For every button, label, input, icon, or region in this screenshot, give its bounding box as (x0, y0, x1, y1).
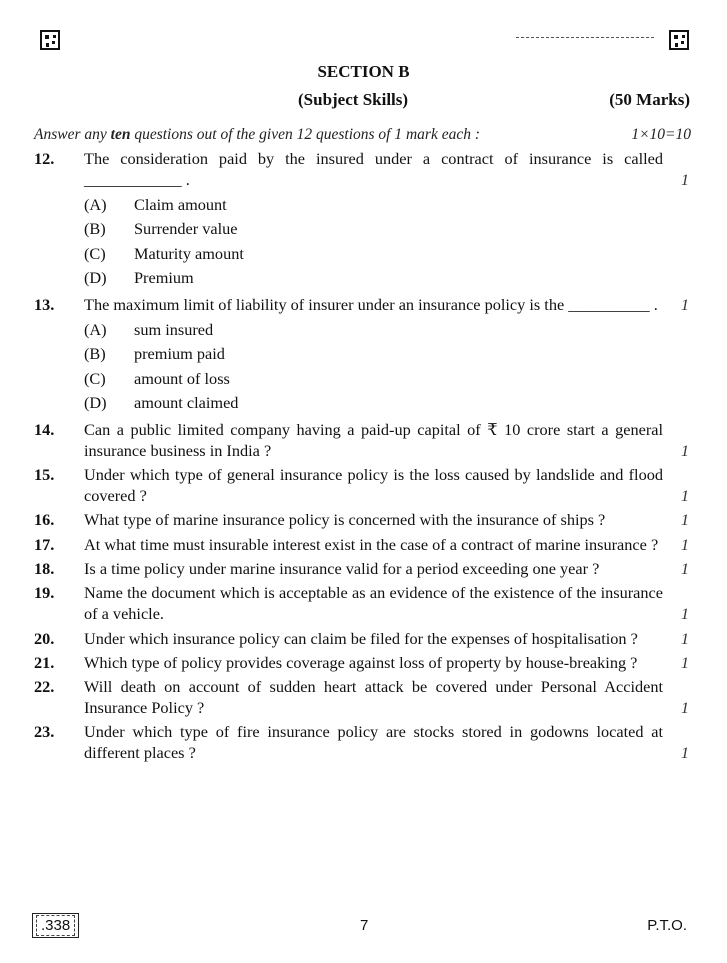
question-mark: 1 (680, 604, 689, 624)
section-subtitle: (Subject Skills) (298, 90, 409, 109)
question-number: 16. (34, 510, 55, 530)
question-item (34, 464, 689, 506)
question-text: Is a time policy under marine insurance valid for a period exceeding one year ? (84, 558, 600, 578)
question-mark: 1 (680, 534, 689, 554)
option-item (84, 242, 663, 266)
question-item (34, 582, 689, 624)
question-mark: 1 (680, 698, 689, 718)
question-text: What type of marine insurance policy is concerned with the insurance of ships ? (84, 510, 606, 530)
question-mark: 1 (680, 558, 689, 578)
option-item (84, 391, 663, 415)
question-text: Can a public limited company having a paid-up capital of ₹ 10 crore start a general insurance business in India ? (84, 419, 663, 460)
option-label: (C) (84, 243, 106, 263)
question-number: 21. (34, 652, 55, 672)
option-text: amount claimed (134, 393, 239, 413)
question-item (34, 628, 689, 649)
question-number: 18. (34, 558, 55, 578)
option-text: premium paid (134, 344, 225, 364)
option-label: (A) (84, 319, 107, 339)
option-text: Surrender value (134, 219, 238, 239)
question-number: 22. (34, 677, 55, 697)
question-mark: 1 (680, 743, 689, 763)
question-number: 20. (34, 628, 55, 648)
question-item (34, 676, 689, 718)
option-item (84, 318, 663, 342)
question-item (34, 419, 689, 461)
paper-code-box (32, 913, 79, 938)
question-text: The maximum limit of liability of insurer under an insurance policy is the __________ . (84, 294, 658, 314)
option-label: (D) (84, 393, 107, 413)
question-number: 19. (34, 583, 55, 603)
option-item (84, 193, 663, 217)
question-mark: 1 (680, 170, 689, 189)
question-mark: 1 (680, 628, 689, 648)
question-item (34, 294, 689, 416)
question-text: At what time must insurable interest exist in the case of a contract of marine insurance ? (84, 534, 659, 554)
question-text: Under which type of fire insurance policy are stocks stored in godowns located at different places ? (84, 722, 663, 763)
option-label: (B) (84, 344, 106, 364)
qr-code-right-icon (669, 30, 689, 50)
question-text: Under which insurance policy can claim be filed for the expenses of hospitalisation ? (84, 628, 638, 648)
question-item (34, 721, 689, 763)
option-label: (A) (84, 195, 107, 214)
question-number: 14. (34, 419, 55, 439)
section-marks: (50 Marks) (609, 90, 690, 109)
options-list (84, 193, 663, 291)
option-text: amount of loss (134, 368, 230, 388)
instructions-score: 1×10=10 (631, 126, 691, 143)
option-label: (D) (84, 268, 107, 288)
pto-label: P.T.O. (647, 917, 687, 934)
question-number: 23. (34, 722, 55, 742)
question-mark: 1 (680, 652, 689, 672)
option-item (84, 367, 663, 391)
question-text: Which type of policy provides coverage against loss of property by house-breaking ? (84, 652, 638, 672)
question-number: 15. (34, 465, 55, 485)
question-number: 17. (34, 534, 55, 554)
option-text: Premium (134, 268, 194, 288)
question-text: Name the document which is acceptable as an evidence of the existence of the insurance of a vehicle. (84, 583, 663, 624)
option-label: (C) (84, 368, 106, 388)
option-text: sum insured (134, 319, 214, 339)
question-item (34, 558, 689, 579)
option-label: (B) (84, 219, 106, 239)
paper-code: .338 (36, 915, 75, 936)
question-number: 12. (34, 149, 55, 168)
option-item (84, 217, 663, 241)
question-mark: 1 (680, 486, 689, 506)
question-item (34, 509, 689, 530)
question-item (34, 652, 689, 673)
question-text: Will death on account of sudden heart attack be covered under Personal Accident Insurance Policy ? (84, 677, 663, 718)
question-number: 13. (34, 294, 55, 314)
question-item (34, 148, 689, 291)
page-number: 7 (360, 917, 369, 934)
qr-code-left-icon (40, 30, 60, 50)
options-list (84, 318, 663, 416)
question-mark: 1 (680, 510, 689, 530)
question-mark: 1 (680, 294, 689, 314)
question-item (34, 534, 689, 555)
question-list (34, 148, 689, 767)
instructions-text: Answer any ten questions out of the given 12 questions of 1 mark each : (34, 126, 481, 143)
question-text: The consideration paid by the insured under a contract of insurance is called ____________ . (84, 149, 663, 189)
header-dashed-line (516, 37, 654, 38)
option-item (84, 266, 663, 290)
option-text: Maturity amount (134, 243, 244, 263)
question-text: Under which type of general insurance policy is the loss caused by landslide and flood covered ? (84, 465, 663, 506)
question-mark: 1 (680, 440, 689, 460)
section-title: SECTION B (317, 62, 410, 81)
option-text: Claim amount (134, 195, 227, 214)
option-item (84, 342, 663, 366)
